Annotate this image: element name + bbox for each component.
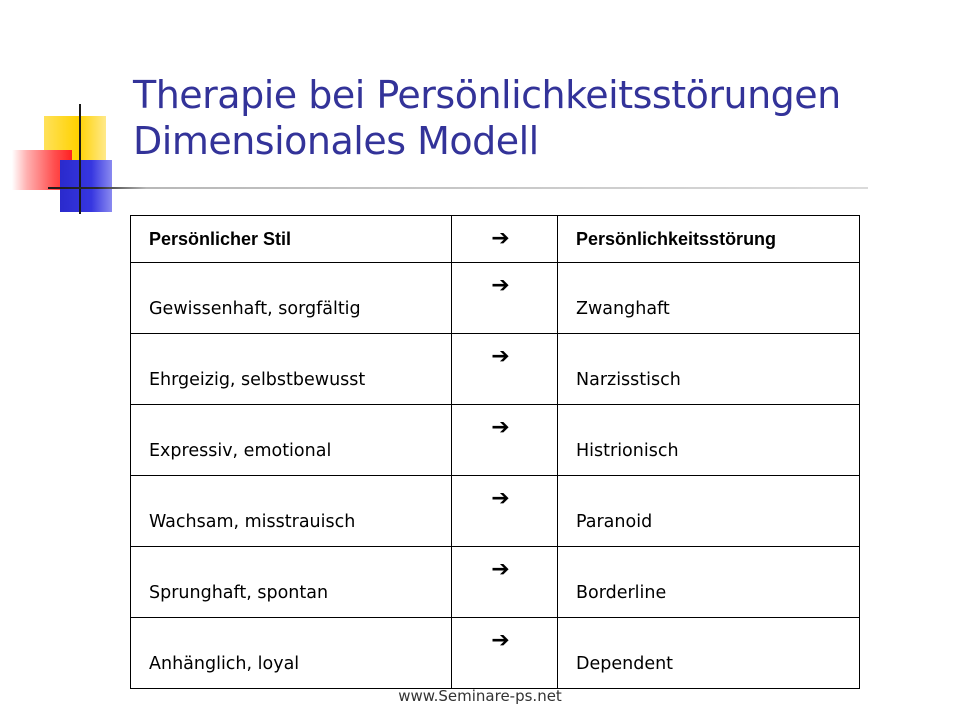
arrow-cell [452,334,558,405]
cell-style: Wachsam, misstrauisch [131,476,452,547]
header-personal-style: Persönlicher Stil [131,216,452,263]
cell-disorder: Dependent [558,618,860,689]
cell-disorder: Borderline [558,547,860,618]
arrow-cell [452,405,558,476]
arrow-cell [452,263,558,334]
table-row [131,476,860,547]
cell-style: Expressiv, emotional [131,405,452,476]
cell-disorder: Paranoid [558,476,860,547]
arrow-right-icon: ➔ [491,273,510,298]
footer-website: www.Seminare-ps.net [398,687,562,705]
table-row [131,263,860,334]
style-disorder-table [130,215,860,689]
cell-style: Anhänglich, loyal [131,618,452,689]
table-row [131,334,860,405]
arrow-right-icon: ➔ [491,628,510,653]
arrow-cell [452,618,558,689]
table-row [131,618,860,689]
arrow-right-icon: ➔ [491,557,510,582]
cell-disorder: Zwanghaft [558,263,860,334]
slide-logo [0,0,130,230]
title-line-2: Dimensionales Modell [133,119,539,163]
arrow-right-icon: ➔ [491,226,510,251]
arrow-right-icon: ➔ [491,344,510,369]
table-row [131,405,860,476]
cell-disorder: Histrionisch [558,405,860,476]
table-row [131,547,860,618]
arrow-cell [452,476,558,547]
arrow-cell [452,547,558,618]
header-arrow-cell [452,216,558,263]
cell-style: Gewissenhaft, sorgfältig [131,263,452,334]
title-line-1: Therapie bei Persönlichkeitsstörungen [133,73,841,117]
cell-style: Sprunghaft, spontan [131,547,452,618]
title-underline [48,187,868,189]
cell-disorder: Narzisstisch [558,334,860,405]
arrow-right-icon: ➔ [491,486,510,511]
arrow-right-icon: ➔ [491,415,510,440]
header-personality-disorder: Persönlichkeitsstörung [558,216,860,263]
logo-vertical-line [79,104,81,214]
cell-style: Ehrgeizig, selbstbewusst [131,334,452,405]
slide-title [133,72,933,164]
table-header-row [131,216,860,263]
logo-blue-square [60,160,112,212]
